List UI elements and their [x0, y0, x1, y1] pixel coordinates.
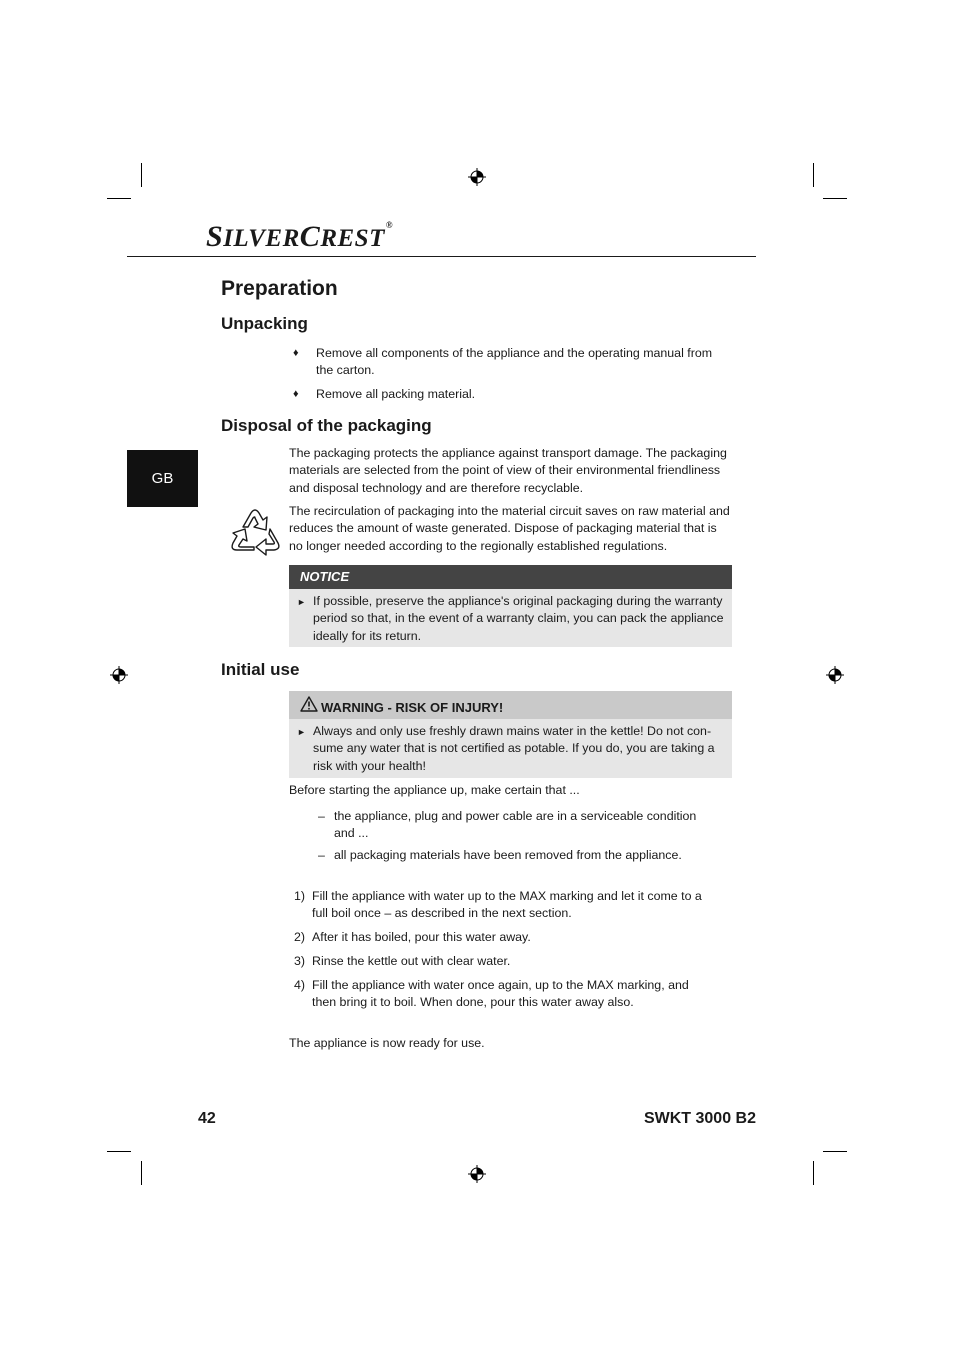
crop-mark: [107, 198, 131, 199]
step-number: 4): [294, 978, 306, 992]
notice-text: If possible, preserve the appliance's original packaging during the warranty period so that, in the event of a warranty claim, you can pack the appliance ideally for its return.: [313, 594, 724, 643]
list-item: all packaging materials have been removed from the appliance.: [334, 848, 682, 862]
closing-text: The appliance is now ready for use.: [289, 1036, 485, 1050]
dash-bullet: –: [318, 809, 325, 823]
step-text: After it has boiled, pour this water away.: [312, 930, 531, 944]
registration-mark-icon: [468, 168, 486, 186]
list-item: Remove all packing material.: [316, 387, 476, 401]
step-number: 2): [294, 930, 306, 944]
warning-label: WARNING - RISK OF INJURY!: [321, 700, 504, 715]
step-number: 3): [294, 954, 306, 968]
disposal-paragraph: The recirculation of packaging into the material circuit saves on raw material and reduces the amount of waste generated. Dispose of packaging material that is no longer needed according to the regionally established regulations.: [289, 504, 730, 553]
warning-header: [289, 691, 732, 719]
step-text: Rinse the kettle out with clear water.: [312, 954, 511, 968]
step-text: Fill the appliance with water once again, up to the MAX marking, and then bring it to boil. When done, pour this water away also.: [312, 978, 689, 1010]
crop-mark: [141, 163, 142, 187]
crop-mark: [813, 163, 814, 187]
registration-mark-icon: [110, 666, 128, 684]
registered-mark: ®: [385, 220, 394, 230]
crop-mark: [107, 1151, 131, 1152]
step-text: Fill the appliance with water up to the MAX marking and let it come to a full boil once – as described in the next section.: [312, 889, 702, 921]
crop-mark: [823, 198, 847, 199]
logo-text: REST: [320, 225, 385, 252]
crop-mark: [813, 1161, 814, 1185]
arrow-icon: ►: [297, 597, 306, 607]
list-item: the appliance, plug and power cable are in a serviceable condition and ...: [334, 809, 697, 841]
registration-mark-icon: [468, 1165, 486, 1183]
language-tab: GB: [127, 450, 198, 507]
list-item: Remove all components of the appliance and the operating manual from the carton.: [316, 346, 713, 378]
disposal-heading: Disposal of the packaging: [221, 416, 432, 435]
arrow-icon: ►: [297, 727, 306, 737]
notice-label: NOTICE: [300, 569, 350, 584]
page-number: 42: [198, 1110, 216, 1127]
crop-mark: [141, 1161, 142, 1185]
logo-letter: C: [299, 220, 321, 253]
silvercrest-logo: [206, 220, 393, 254]
logo-text: ILVER: [223, 225, 300, 252]
bullet-icon: ♦: [293, 388, 299, 400]
intro-text: Before starting the appliance up, make certain that ...: [289, 783, 580, 797]
step-number: 1): [294, 889, 306, 903]
warning-text: Always and only use freshly drawn mains water in the kettle! Do not con- sume any water that is not certified as potable. If you do, you are taking a risk with your health!: [313, 724, 715, 773]
disposal-paragraph: The packaging protects the appliance against transport damage. The packaging materials are selected from the point of view of their environmental friendliness and disposal technology and are therefore recyclable.: [289, 446, 727, 495]
dash-bullet: –: [318, 848, 325, 862]
notice-header: [289, 565, 732, 589]
warning-triangle-icon: [300, 696, 318, 712]
initial-use-heading: Initial use: [221, 660, 300, 679]
registration-mark-icon: [826, 666, 844, 684]
model-number: SWKT 3000 B2: [643, 1110, 756, 1127]
header-rule: [127, 256, 756, 257]
logo-letter: S: [206, 220, 224, 253]
bullet-icon: ♦: [293, 347, 299, 359]
crop-mark: [823, 1151, 847, 1152]
page-title: Preparation: [221, 277, 338, 300]
recycling-icon: [226, 505, 284, 561]
unpacking-heading: Unpacking: [221, 314, 308, 333]
